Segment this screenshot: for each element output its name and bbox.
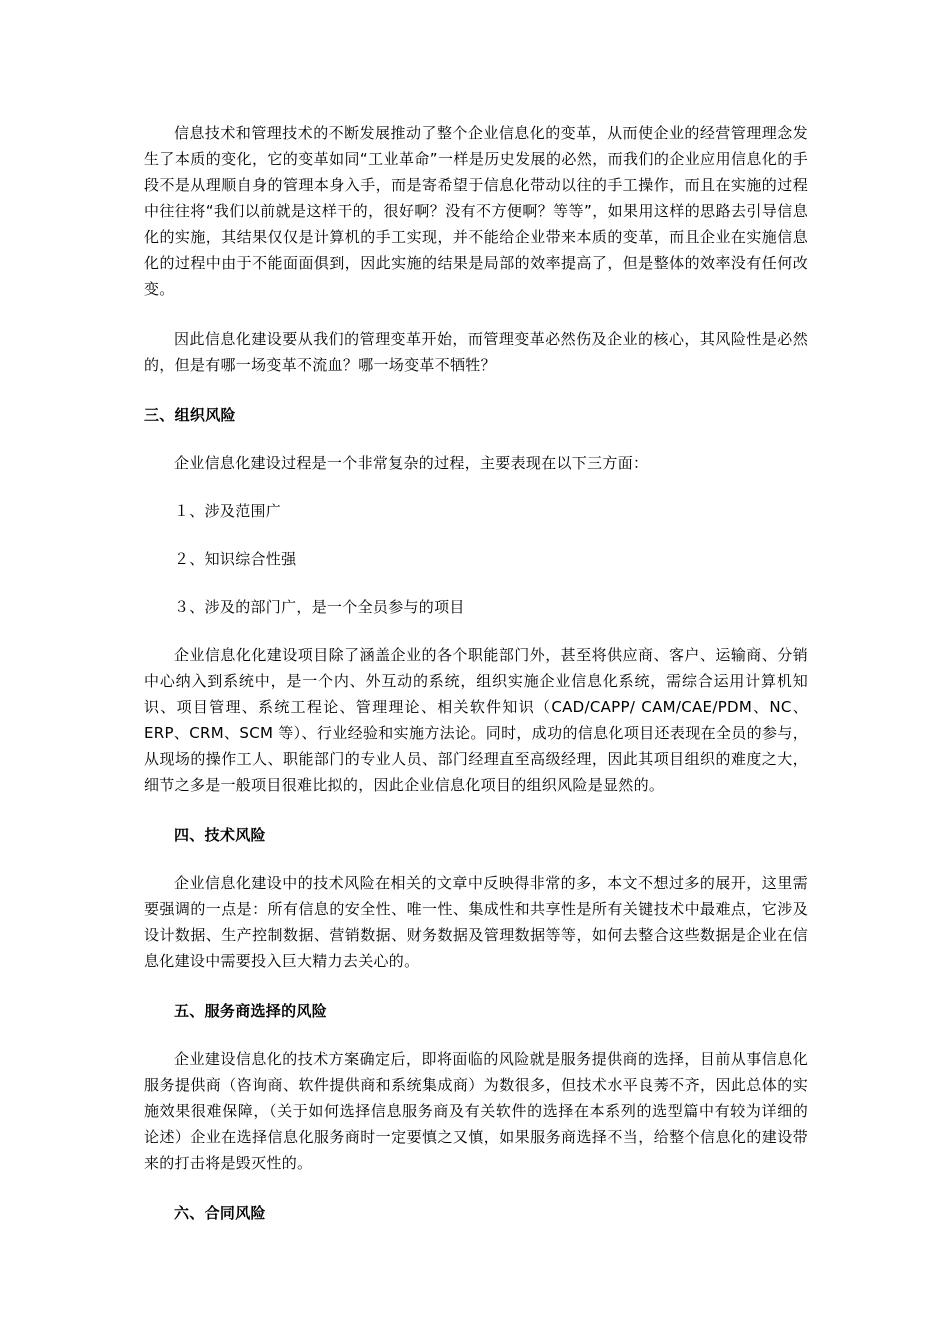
paragraph: 企业信息化建设过程是一个非常复杂的过程，主要表现在以下三方面： bbox=[174, 454, 649, 472]
section-heading-contract-risk: 六、合同风险 bbox=[174, 1204, 266, 1222]
section-heading-technical-risk: 四、技术风险 bbox=[174, 826, 266, 844]
paragraph: 因此信息化建设要从我们的管理变革开始，而管理变革必然伤及企业的核心，其风险性是必然的，但是有哪一场变革不流血？哪一场变革不牺牲？ bbox=[144, 330, 808, 374]
paragraph: 信息技术和管理技术的不断发展推动了整个企业信息化的变革，从而使企业的经营管理理念发生了本质的变化，它的变革如同“工业革命”一样是历史发展的必然，而我们的企业应用信息化的手段不是从理顺自身的管理本身入手，而是寄希望于信息化带动以往的手工操作，而且在实施的过程中往往将“我们以前就是这样干的，很好啊？没有不方便啊？等等”，如果用这样的思路去引导信息化的实施，其结果仅仅是计算机的手工实现，并不能给企业带来本质的变革，而且企业在实施信息化的过程中由于不能面面俱到，因此实施的结果是局部的效率提高了，但是整体的效率没有任何改变。 bbox=[144, 124, 808, 298]
paragraph: 企业信息化建设中的技术风险在相关的文章中反映得非常的多，本文不想过多的展开，这里需要强调的一点是：所有信息的安全性、唯一性、集成性和共享性是所有关键技术中最难点，它涉及设计数据、生产控制数据、营销数据、财务数据及管理数据等等，如何去整合这些数据是企业在信息化建设中需要投入巨大精力去关心的。 bbox=[144, 874, 808, 970]
section-heading-organization-risk: 三、组织风险 bbox=[144, 406, 236, 424]
paragraph: 企业信息化化建设项目除了涵盖企业的各个职能部门外，甚至将供应商、客户、运输商、分销中心纳入到系统中，是一个内、外互动的系统，组织实施企业信息化系统，需综合运用计算机知识、项目管理、系统工程论、管理理论、相关软件知识（CAD/CAPP/ CAM/CAE/PDM、NC、ERP、CRM、SCM 等）、行业经验和实施方法论。同时，成功的信息化项目还表现在全员的参与，从现场的操作工人、职能部门的专业人员、部门经理直至高级经理，因此其项目组织的难度之大，细节之多是一般项目很难比拟的，因此企业信息化项目的组织风险是显然的。 bbox=[144, 646, 808, 794]
section-heading-vendor-risk: 五、服务商选择的风险 bbox=[174, 1002, 328, 1020]
paragraph: 企业建设信息化的技术方案确定后，即将面临的风险就是服务提供商的选择，目前从事信息化服务提供商（咨询商、软件提供商和系统集成商）为数很多，但技术水平良莠不齐，因此总体的实施效果很难保障，（关于如何选择信息服务商及有关软件的选择在本系列的选型篇中有较为详细的论述）企业在选择信息化服务商时一定要慎之又慎，如果服务商选择不当，给整个信息化的建设带来的打击将是毁灭性的。 bbox=[144, 1050, 808, 1172]
list-item: ３、涉及的部门广，是一个全员参与的项目 bbox=[174, 598, 465, 616]
list-item: ２、知识综合性强 bbox=[174, 550, 297, 568]
document-page bbox=[144, 120, 808, 1226]
list-item: １、涉及范围广 bbox=[174, 502, 282, 520]
